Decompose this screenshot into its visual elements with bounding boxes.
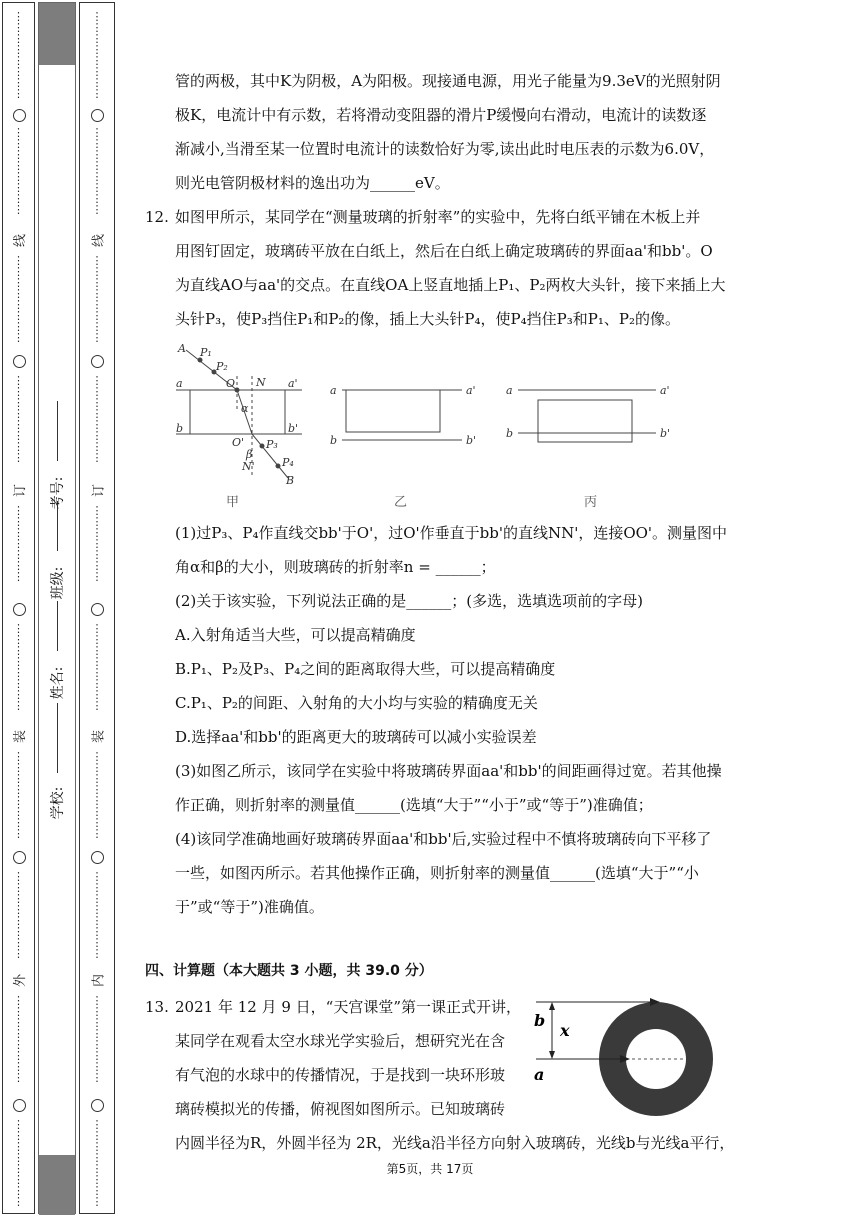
label-a-prime: a'	[288, 377, 298, 390]
circle-mark	[91, 851, 104, 864]
label-alpha: α	[241, 402, 249, 415]
q11-line-2: 极K，电流计中有示数，若将滑动变阻器的滑片P缓慢向右滑动，电流计的读数逐	[175, 106, 707, 124]
label-a: a	[176, 377, 183, 390]
q13-number: 13.	[145, 998, 169, 1016]
dotted-line: ⋮ ⋮ ⋮ ⋮ ⋮ ⋮ ⋮ ⋮	[13, 994, 24, 1084]
outer-binding-strip	[2, 2, 35, 1214]
figure-bing	[518, 390, 656, 442]
label-O-prime: O'	[232, 436, 245, 449]
q12-figures	[170, 340, 700, 520]
dotted-line: ⋮ ⋮ ⋮ ⋮ ⋮ ⋮ ⋮ ⋮	[91, 994, 103, 1084]
q12-part4-line-2: 一些，如图丙所示。若其他操作正确，则折射率的测量值______(选填“大于”“小	[175, 864, 699, 882]
margin-mark-zhuang: 装	[13, 730, 28, 744]
label-ray-b: b	[534, 1011, 546, 1030]
label-b-yi: b	[330, 434, 338, 447]
arrow-x-down	[549, 1051, 555, 1059]
margin-mark-nei: 内	[91, 974, 107, 988]
q13-ring-figure	[530, 996, 720, 1126]
dotted-line: ⋮ ⋮ ⋮ ⋮ ⋮ ⋮ ⋮ ⋮	[13, 374, 24, 464]
label-ray-a: a	[534, 1065, 545, 1084]
name-underline	[57, 601, 58, 651]
label-A: A	[178, 342, 186, 355]
q11-line-4: 则光电管阴极材料的逸出功为______eV。	[175, 174, 450, 192]
name-field-label: 姓名:	[50, 666, 66, 700]
dotted-line: ⋮ ⋮ ⋮ ⋮ ⋮ ⋮ ⋮ ⋮	[91, 1118, 103, 1208]
label-N-prime: N'	[242, 460, 255, 473]
exam-no-underline	[57, 401, 58, 461]
label-beta: β	[246, 448, 253, 461]
q12-part1-line-2: 角α和β的大小，则玻璃砖的折射率n = ______；	[175, 558, 496, 576]
section-heading: 四、计算题（本大题共 3 小题，共 39.0 分）	[145, 963, 433, 979]
q13-line-4: 璃砖模拟光的传播，俯视图如图所示。已知玻璃砖	[175, 1100, 506, 1118]
pin-P3	[260, 444, 264, 448]
page-footer: 第5页，共 17页	[386, 1162, 474, 1176]
label-P4: P₄	[282, 456, 294, 469]
figure-bing-label: 丙	[584, 495, 598, 510]
figure-yi-label: 乙	[394, 495, 408, 510]
dotted-line: ⋮ ⋮ ⋮ ⋮ ⋮ ⋮ ⋮ ⋮	[13, 254, 24, 344]
arrow-x-up	[549, 1002, 555, 1010]
margin-mark-wai: 外	[13, 974, 28, 988]
dotted-line: ⋮ ⋮ ⋮ ⋮ ⋮ ⋮ ⋮ ⋮	[91, 254, 103, 344]
margin-mark-xian: 线	[13, 234, 28, 248]
q13-line-1: 2021 年 12 月 9 日，“天宫课堂”第一课正式开讲，	[175, 998, 521, 1016]
exam-no-field-label: 考号:	[50, 476, 66, 510]
dotted-line: ⋮ ⋮ ⋮ ⋮ ⋮ ⋮ ⋮ ⋮	[91, 870, 103, 960]
q12-option-b: B.P₁、P₂及P₃、P₄之间的距离取得大些，可以提高精确度	[175, 660, 556, 678]
dotted-line: ⋮ ⋮ ⋮ ⋮ ⋮ ⋮ ⋮ ⋮	[13, 126, 24, 216]
dotted-line: ⋮ ⋮ ⋮ ⋮ ⋮ ⋮ ⋮ ⋮	[91, 10, 103, 100]
glass-block-yi	[346, 390, 440, 432]
label-a-prime-bing: a'	[660, 384, 670, 397]
q12-line-4: 头针P₃，使P₃挡住P₁和P₂的像，插上大头针P₄，使P₄挡住P₃和P₁、P₂的像。	[175, 310, 680, 328]
school-field-label: 学校:	[50, 786, 66, 820]
margin-mark-ding: 订	[13, 484, 28, 498]
dotted-line: ⋮ ⋮ ⋮ ⋮ ⋮ ⋮ ⋮ ⋮	[13, 622, 24, 712]
circle-mark	[13, 603, 26, 616]
margin-mark-zhuang: 装	[91, 730, 107, 744]
circle-mark	[91, 603, 104, 616]
label-b: b	[176, 422, 184, 435]
label-P3: P₃	[266, 438, 278, 451]
dotted-line: ⋮ ⋮ ⋮ ⋮ ⋮ ⋮ ⋮	[91, 504, 103, 583]
dotted-line: ⋮ ⋮ ⋮ ⋮ ⋮ ⋮ ⋮ ⋮	[13, 870, 24, 960]
student-info-strip	[38, 2, 76, 1214]
dotted-line: ⋮ ⋮ ⋮ ⋮ ⋮ ⋮ ⋮ ⋮	[91, 126, 103, 216]
q13-line-5: 内圆半径为R，外圆半径为 2R，光线a沿半径方向射入玻璃砖，光线b与光线a平行，	[175, 1134, 735, 1152]
label-a-yi: a	[330, 384, 337, 397]
label-P2: P₂	[216, 360, 228, 373]
q12-part4-line-1: (4)该同学准确地画好玻璃砖界面aa'和bb'后,实验过程中不慎将玻璃砖向下平移了	[175, 830, 712, 848]
dotted-line: ⋮ ⋮ ⋮ ⋮ ⋮ ⋮ ⋮ ⋮	[91, 622, 103, 712]
q12-line-1: 如图甲所示，某同学在“测量玻璃的折射率”的实验中，先将白纸平铺在木板上并	[175, 208, 701, 226]
margin-mark-xian: 线	[91, 234, 107, 248]
label-P1: P₁	[200, 346, 212, 359]
circle-mark	[13, 355, 26, 368]
circle-mark	[13, 851, 26, 864]
circle-mark	[13, 1099, 26, 1112]
q11-line-3: 渐减小,当滑至某一位置时电流计的读数恰好为零,读出此时电压表的示数为6.0V，	[175, 140, 715, 158]
q12-line-3: 为直线AO与aa'的交点。在直线OA上竖直地插上P₁、P₂两枚大头针，接下来插上大	[175, 276, 726, 294]
q12-part2: (2)关于该实验，下列说法正确的是______；(多选，选填选项前的字母)	[175, 592, 643, 610]
q12-part4-line-3: 于”或“等于”)准确值。	[175, 898, 324, 916]
glass-block-bing	[538, 400, 632, 442]
inner-binding-strip	[79, 2, 115, 1214]
label-a-bing: a	[506, 384, 513, 397]
label-a-prime-yi: a'	[466, 384, 476, 397]
q12-option-c: C.P₁、P₂的间距、入射角的大小均与实验的精确度无关	[175, 694, 538, 712]
label-b-bing: b	[506, 427, 514, 440]
q12-line-2: 用图钉固定，玻璃砖平放在白纸上，然后在白纸上确定玻璃砖的界面aa'和bb'。O	[175, 242, 713, 260]
dotted-line: ⋮ ⋮ ⋮ ⋮ ⋮ ⋮ ⋮ ⋮	[13, 750, 24, 840]
q12-part3-line-2: 作正确，则折射率的测量值______(选填“大于”“小于”或“等于”)准确值；	[175, 796, 653, 814]
circle-mark	[91, 1099, 104, 1112]
label-B: B	[286, 474, 295, 487]
q12-part1-line-1: (1)过P₃、P₄作直线交bb'于O'，过O'作垂直于bb'的直线NN'，连接OO'。测量图中	[175, 524, 728, 542]
class-field-label: 班级:	[50, 566, 66, 600]
label-O: O	[226, 377, 236, 390]
circle-mark	[13, 109, 26, 122]
q13-line-3: 有气泡的水球中的传播情况，于是找到一块环形玻	[175, 1066, 506, 1084]
pin-P4	[276, 464, 280, 468]
school-underline	[57, 703, 58, 773]
q12-option-a: A.入射角适当大些，可以提高精确度	[175, 626, 416, 644]
q13-line-2: 某同学在观看太空水球光学实验后，想研究光在含	[175, 1032, 506, 1050]
label-b-prime-yi: b'	[466, 434, 477, 447]
dotted-line: ⋮ ⋮ ⋮ ⋮ ⋮ ⋮ ⋮ ⋮	[91, 750, 103, 840]
q12-part3-line-1: (3)如图乙所示，该同学在实验中将玻璃砖界面aa'和bb'的间距画得过宽。若其他操	[175, 762, 722, 780]
label-b-prime: b'	[288, 422, 299, 435]
q12-number: 12.	[145, 208, 169, 226]
label-b-prime-bing: b'	[660, 427, 671, 440]
circle-mark	[91, 355, 104, 368]
margin-mark-ding: 订	[91, 484, 107, 498]
q12-option-d: D.选择aa'和bb'的距离更大的玻璃砖可以减小实验误差	[175, 728, 537, 746]
circle-mark	[91, 109, 104, 122]
dotted-line: ⋮ ⋮ ⋮ ⋮ ⋮ ⋮ ⋮ ⋮	[13, 10, 24, 100]
figure-jia-label: 甲	[226, 495, 240, 510]
point-O	[235, 388, 239, 392]
dotted-line: ⋮ ⋮ ⋮ ⋮ ⋮ ⋮ ⋮	[13, 504, 24, 583]
q11-line-1: 管的两极，其中K为阴极，A为阳极。现接通电源，用光子能量为9.3eV的光照射阴	[175, 72, 721, 90]
grey-block-top	[39, 3, 75, 65]
dotted-line: ⋮ ⋮ ⋮ ⋮ ⋮ ⋮ ⋮ ⋮	[13, 1118, 24, 1208]
dotted-line: ⋮ ⋮ ⋮ ⋮ ⋮ ⋮ ⋮ ⋮	[91, 374, 103, 464]
figure-yi	[342, 390, 462, 440]
label-distance-x: x	[560, 1021, 570, 1040]
label-N: N	[256, 376, 266, 389]
